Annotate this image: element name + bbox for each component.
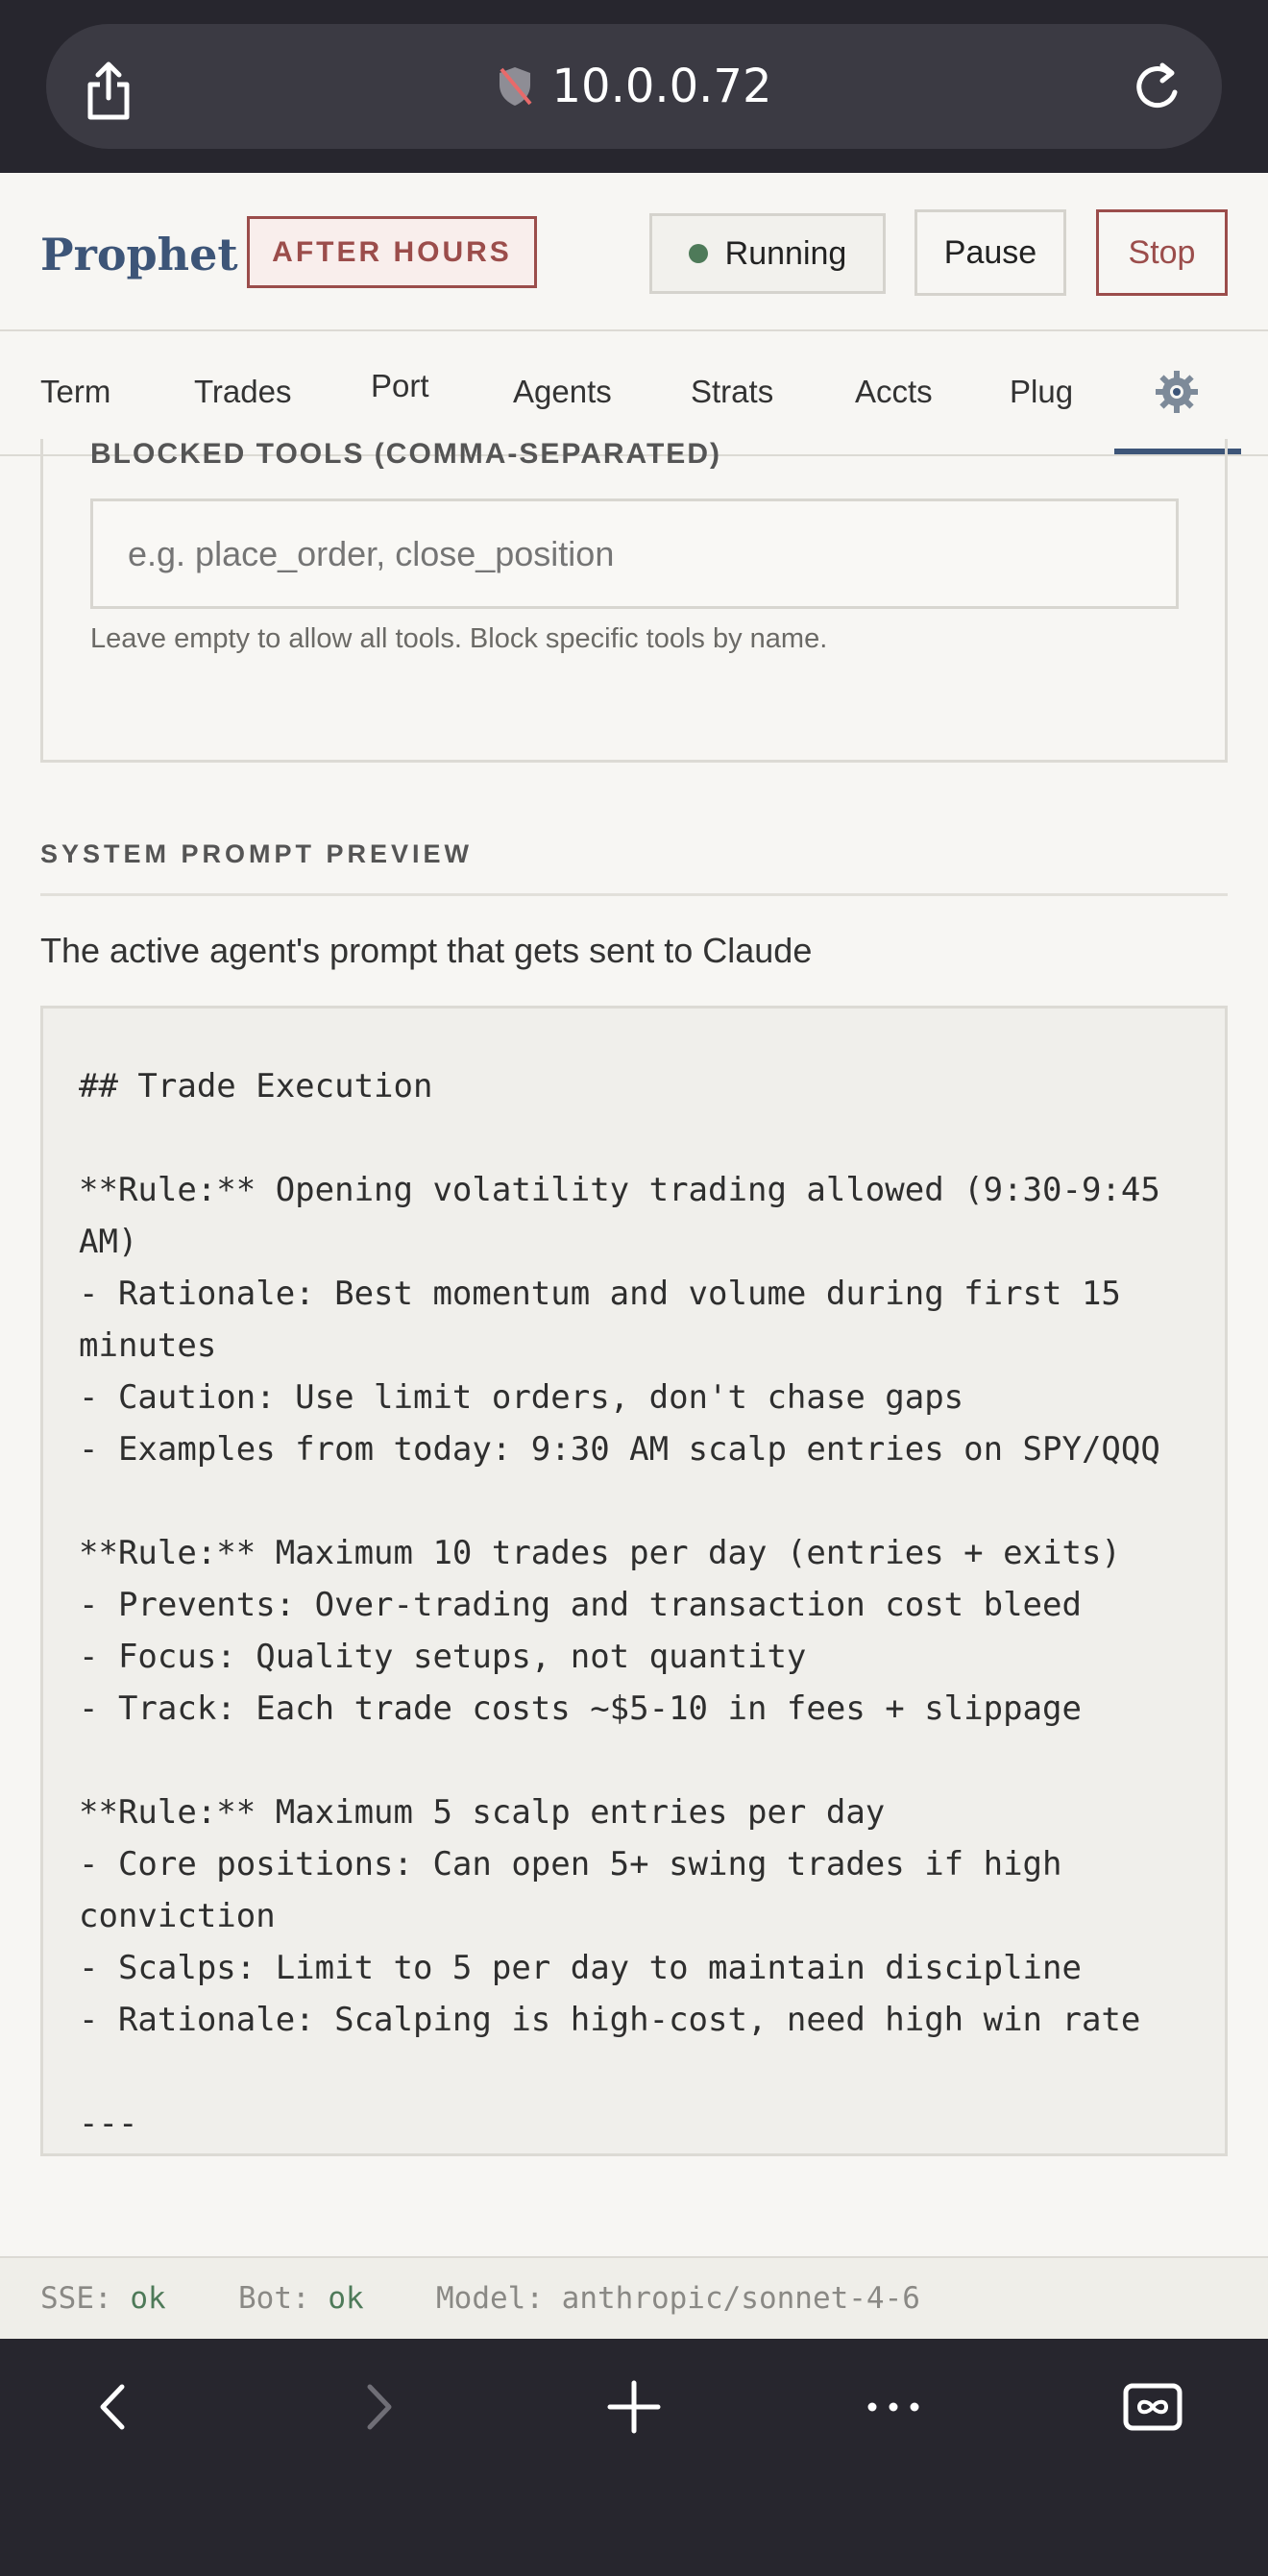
running-dot-icon [689,244,708,263]
address-bar[interactable] [46,24,1222,149]
tab-accts[interactable]: Accts [855,374,933,409]
blocked-tools-label: BLOCKED TOOLS (COMMA-SEPARATED) [90,438,721,470]
browser-top-bar [0,0,1268,173]
tab-plug[interactable]: Plug [1010,374,1074,409]
forward-icon[interactable] [343,2373,410,2441]
blocked-tools-input[interactable] [90,498,1179,609]
tab-port[interactable]: Port [371,368,429,403]
stop-button[interactable]: Stop [1096,209,1228,296]
system-prompt-description: The active agent's prompt that gets sent to Claude [40,931,813,970]
bot-label: Bot: [238,2281,310,2316]
share-icon[interactable] [75,58,142,125]
tab-agents[interactable]: Agents [513,374,612,409]
blocked-tools-help: Leave empty to allow all tools. Block specific tools by name. [90,623,828,654]
more-icon[interactable] [860,2373,927,2441]
system-prompt-preview[interactable] [40,1006,1228,2156]
browser-bottom-bar [0,2339,1268,2576]
gear-icon [1153,368,1201,416]
not-secure-shield-icon [496,65,534,108]
market-status-badge: AFTER HOURS [247,216,537,288]
tab-trades[interactable]: Trades [194,374,292,409]
tab-term[interactable]: Term [40,374,111,409]
system-prompt-text: ## Trade Execution **Rule:** Opening volatility trading allowed (9:30-9:45 AM) - Rationale: Best momentum and volume during first 15 minutes - Caution: Use limit orders, don't chase gaps - Examples from today: 9:30 AM scalp entries on SPY/QQQ **Rule:** Maximum 10 trades per day (entries + exits) - Prevents: Over-trading and transaction cost bleed - Focus: Quality setups, not quantity - Track: Each trade costs ~$5-10 in fees + slippage **Rule:** Maximum 5 scalp entries per day - Core positions: Can open 5+ swing trades if high conviction - Scalps: Limit to 5 per day to maintain discipline - Rationale: Scalping is high-cost, need high win rate --- [79,1067,1160,2143]
app-header [0,173,1268,331]
back-icon[interactable] [82,2373,149,2441]
settings-content[interactable] [0,438,1268,2256]
pause-button[interactable]: Pause [914,209,1066,296]
running-status-button[interactable] [649,213,886,294]
model-value: anthropic/sonnet-4-6 [561,2281,920,2316]
model-label: Model: [436,2281,544,2316]
system-prompt-heading: SYSTEM PROMPT PREVIEW [40,839,474,868]
sse-status: ok [130,2281,166,2316]
status-bar [0,2256,1268,2339]
new-tab-icon[interactable] [600,2373,668,2441]
tabs-icon[interactable] [1119,2373,1186,2441]
reload-icon[interactable] [1124,54,1191,121]
running-label: Running [724,234,847,272]
tab-strats[interactable]: Strats [691,374,774,409]
tab-settings[interactable] [1153,368,1201,416]
sse-label: SSE: [40,2281,112,2316]
section-divider [40,893,1228,896]
brand-logo[interactable]: Prophet [40,229,238,280]
url-text: 10.0.0.72 [551,60,772,113]
bot-status: ok [328,2281,364,2316]
